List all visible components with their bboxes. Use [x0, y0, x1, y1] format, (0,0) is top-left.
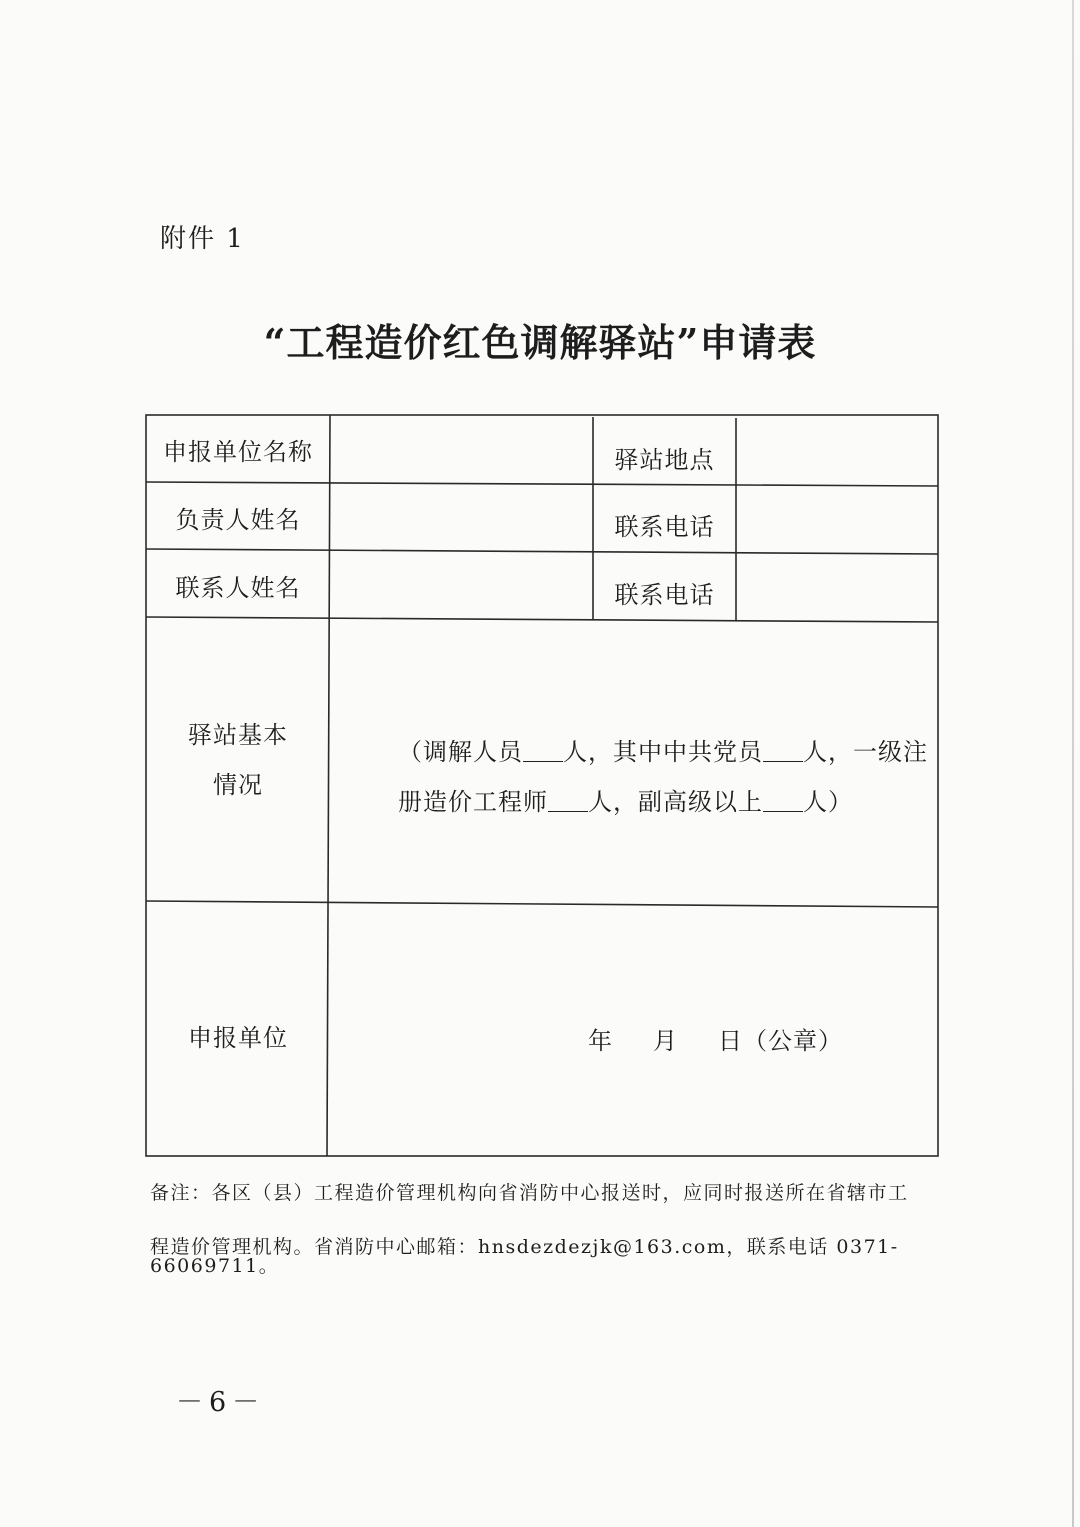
page-edge: [1072, 0, 1074, 1527]
blank-cost-engineers-count[interactable]: [548, 789, 588, 812]
note-line-2: 程造价管理机构。省消防中心邮箱：hnsdezdezjk@163.com，联系电话 0371-66069711。: [150, 1236, 899, 1277]
date-day-seal: 日（公章）: [718, 1027, 843, 1055]
field-applicant-unit-name[interactable]: [330, 415, 593, 484]
document-title: “工程造价红色调解驿站”申请表: [263, 320, 817, 365]
label-contact-phone-1: 联系电话: [614, 513, 715, 541]
label-contact-phone-2: 联系电话: [614, 580, 715, 609]
field-person-in-charge[interactable]: [330, 484, 593, 551]
label-contact-person: 联系人姓名: [175, 573, 301, 602]
date-seal-line: [588, 1021, 843, 1056]
attachment-label: 附件 1: [160, 224, 245, 254]
label-person-in-charge: 负责人姓名: [175, 506, 301, 534]
blank-senior-titles-count[interactable]: [763, 789, 803, 812]
date-year: 年: [588, 1027, 613, 1055]
field-contact-phone-2[interactable]: [736, 551, 938, 619]
label-applicant-unit: 申报单位: [188, 1023, 288, 1052]
label-station-basic-info: [146, 715, 330, 805]
field-contact-person[interactable]: [330, 551, 593, 619]
label-station-basic-info-line1: 驿站基本: [188, 721, 288, 749]
field-station-location[interactable]: [736, 415, 938, 484]
field-contact-phone-1[interactable]: [736, 484, 938, 551]
label-applicant-unit-name: 申报单位名称: [163, 438, 313, 466]
label-station-location: 驿站地点: [614, 446, 715, 474]
note-line-1: 备注：各区（县）工程造价管理机构向省消防中心报送时，应同时报送所在省辖市工: [150, 1182, 909, 1204]
blank-mediators-count[interactable]: [523, 739, 563, 762]
page-number: －6－: [176, 1387, 266, 1418]
blank-party-members-count[interactable]: [763, 739, 803, 762]
label-station-basic-info-line2: 情况: [213, 771, 263, 799]
date-month: 月: [653, 1027, 678, 1055]
application-form-table: [146, 415, 939, 1157]
basic-info-text: （调解人员 人，其中中共党员 人，一级注 册造价工程师 人，副高级以上 人）: [398, 738, 928, 816]
